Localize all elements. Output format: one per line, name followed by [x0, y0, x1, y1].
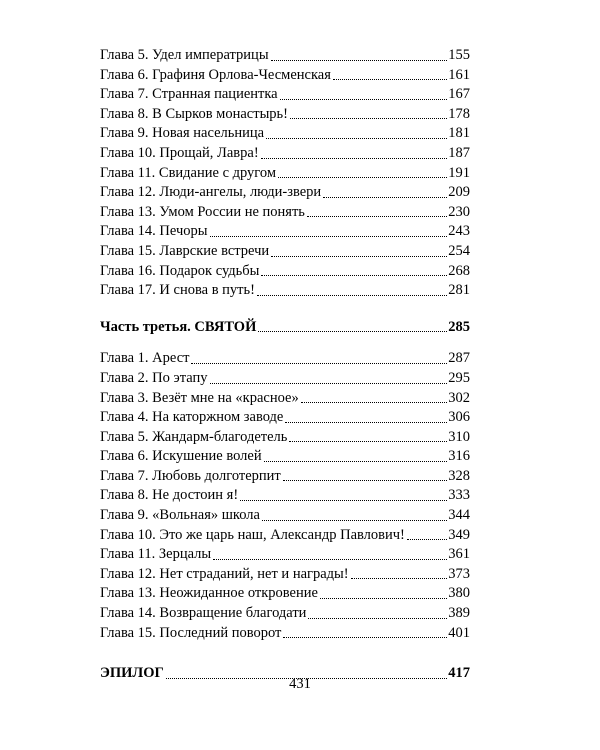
toc-dot-leader	[407, 539, 447, 540]
toc-entry	[100, 545, 470, 565]
toc-dot-leader	[351, 578, 448, 579]
toc-dot-leader	[323, 197, 447, 198]
toc-entry-page: 316	[448, 448, 470, 465]
toc-entry-page: 344	[448, 507, 470, 524]
toc-entry-title: Глава 15. Лаврские встречи	[100, 242, 270, 259]
toc-entry-title: Глава 3. Везёт мне на «красное»	[100, 389, 299, 406]
toc-entry-title: Глава 6. Искушение волей	[100, 448, 262, 465]
toc-dot-leader	[283, 637, 447, 638]
toc-entry-title: Глава 16. Подарок судьбы	[100, 262, 260, 279]
toc-entry-title: Глава 9. Новая насельница	[100, 125, 265, 142]
toc-entry-title: Глава 15. Последний поворот	[100, 624, 282, 641]
toc-entry-page: 285	[448, 318, 470, 335]
toc-dot-leader	[261, 275, 447, 276]
toc-dot-leader	[320, 598, 447, 599]
toc-dot-leader	[257, 295, 447, 296]
toc-entry-title: ЭПИЛОГ	[100, 665, 164, 682]
toc-entry-title: Глава 12. Люди-ангелы, люди-звери	[100, 184, 322, 201]
toc-entry-page: 155	[448, 47, 470, 63]
toc-entry-title: Глава 10. Прощай, Лавра!	[100, 144, 259, 161]
toc-entry-title: Глава 14. Возвращение благодати	[100, 605, 307, 622]
toc-entry-page: 333	[448, 487, 470, 504]
toc-dot-leader	[261, 158, 448, 159]
toc-entry	[100, 408, 470, 428]
toc-dot-leader	[289, 441, 447, 442]
toc-entry	[100, 222, 470, 242]
toc-entry-title: Глава 5. Жандарм-благодетель	[100, 428, 288, 445]
toc-entry-page: 167	[448, 86, 470, 103]
toc-entry-title: Глава 1. Арест	[100, 350, 190, 367]
toc-entry-title: Глава 7. Любовь долготерпит	[100, 467, 281, 484]
toc-entry-title: Глава 9. «Вольная» школа	[100, 507, 260, 524]
toc-dot-leader	[266, 138, 447, 139]
toc-entry-page: 287	[448, 350, 470, 367]
toc-dot-leader	[210, 383, 448, 384]
toc-dot-leader	[271, 256, 447, 257]
toc-entry-title: Глава 14. Печоры	[100, 223, 208, 240]
toc-entry-page: 310	[448, 428, 470, 445]
toc-dot-leader	[307, 216, 447, 217]
toc-dot-leader	[283, 480, 447, 481]
toc-entry-page: 328	[448, 467, 470, 484]
toc-group-part-three-chapters	[100, 349, 470, 643]
toc-entry	[100, 467, 470, 487]
toc-dot-leader	[280, 99, 448, 100]
toc-entry-page: 191	[448, 164, 470, 181]
toc-entry-title: Глава 17. И снова в путь!	[100, 282, 255, 299]
toc-dot-leader	[333, 79, 447, 80]
toc-dot-leader	[240, 500, 447, 501]
toc-entry-title: Глава 8. Не достоин я!	[100, 487, 239, 504]
toc-entry	[100, 183, 470, 203]
toc-entry	[100, 203, 470, 223]
toc-entry	[100, 584, 470, 604]
toc-entry-page: 187	[448, 144, 470, 161]
toc-dot-leader	[191, 363, 447, 364]
toc-dot-leader	[264, 461, 448, 462]
toc-entry-title: Глава 5. Удел императрицы	[100, 47, 269, 63]
toc-entry-page: 306	[448, 409, 470, 426]
toc-entry	[100, 389, 470, 409]
toc-entry-page: 181	[448, 125, 470, 142]
toc-entry-page: 254	[448, 242, 470, 259]
toc-entry-page: 389	[448, 605, 470, 622]
toc-entry	[100, 506, 470, 526]
toc-entry-page: 230	[448, 203, 470, 220]
toc-entry-title: Глава 6. Графиня Орлова-Чесменская	[100, 66, 331, 83]
toc-entry-title: Глава 11. Зерцалы	[100, 546, 212, 563]
toc-entry	[100, 105, 470, 125]
toc-entry	[100, 624, 470, 644]
toc-entry-title: Глава 2. По этапу	[100, 369, 208, 386]
toc-entry-title: Глава 4. На каторжном заводе	[100, 409, 284, 426]
toc-entry-page: 161	[448, 66, 470, 83]
toc-entry-page: 373	[448, 565, 470, 582]
toc-entry	[100, 281, 470, 301]
toc-part-three-entry	[100, 318, 470, 338]
table-of-contents	[100, 46, 470, 684]
toc-entry	[100, 349, 470, 369]
toc-entry	[100, 66, 470, 86]
toc-entry-title: Глава 7. Странная пациентка	[100, 86, 278, 103]
toc-dot-leader	[290, 118, 447, 119]
toc-entry-page: 295	[448, 369, 470, 386]
toc-entry-page: 209	[448, 184, 470, 201]
toc-entry	[100, 262, 470, 282]
toc-entry	[100, 486, 470, 506]
toc-dot-leader	[285, 422, 447, 423]
toc-dot-leader	[213, 559, 447, 560]
toc-entry-title: Глава 13. Неожиданное откровение	[100, 585, 318, 602]
toc-entry-title: Глава 13. Умом России не понять	[100, 203, 305, 220]
toc-dot-leader	[278, 177, 447, 178]
toc-entry	[100, 85, 470, 105]
toc-entry	[100, 124, 470, 144]
toc-entry-page: 302	[448, 389, 470, 406]
toc-group-part-two-chapters	[100, 46, 470, 301]
toc-entry	[100, 604, 470, 624]
toc-dot-leader	[210, 236, 448, 237]
toc-entry	[100, 164, 470, 184]
toc-entry	[100, 565, 470, 585]
toc-entry	[100, 46, 470, 66]
toc-entry	[100, 144, 470, 164]
toc-entry-page: 281	[448, 282, 470, 299]
toc-dot-leader	[301, 402, 448, 403]
toc-entry-page: 417	[448, 665, 470, 682]
toc-entry	[100, 447, 470, 467]
page-number: 431	[289, 676, 311, 692]
toc-entry-title: Глава 11. Свидание с другом	[100, 164, 277, 181]
toc-entry	[100, 526, 470, 546]
toc-entry-page: 349	[448, 526, 470, 543]
toc-entry-page: 380	[448, 585, 470, 602]
toc-entry-title: Глава 10. Это же царь наш, Александр Павлович!	[100, 526, 405, 543]
toc-dot-leader	[308, 618, 447, 619]
toc-entry-page: 178	[448, 105, 470, 122]
toc-entry-page: 401	[448, 624, 470, 641]
toc-entry	[100, 242, 470, 262]
toc-entry-title: Глава 12. Нет страданий, нет и награды!	[100, 565, 349, 582]
toc-entry	[100, 428, 470, 448]
toc-entry-title: Часть третья. СВЯТОЙ	[100, 318, 257, 335]
toc-entry-title: Глава 8. В Сырков монастырь!	[100, 105, 288, 122]
toc-entry-page: 361	[448, 546, 470, 563]
toc-entry-page: 243	[448, 223, 470, 240]
toc-entry-page: 268	[448, 262, 470, 279]
toc-dot-leader	[258, 331, 447, 332]
toc-dot-leader	[271, 60, 448, 61]
toc-entry	[100, 369, 470, 389]
toc-dot-leader	[262, 520, 447, 521]
